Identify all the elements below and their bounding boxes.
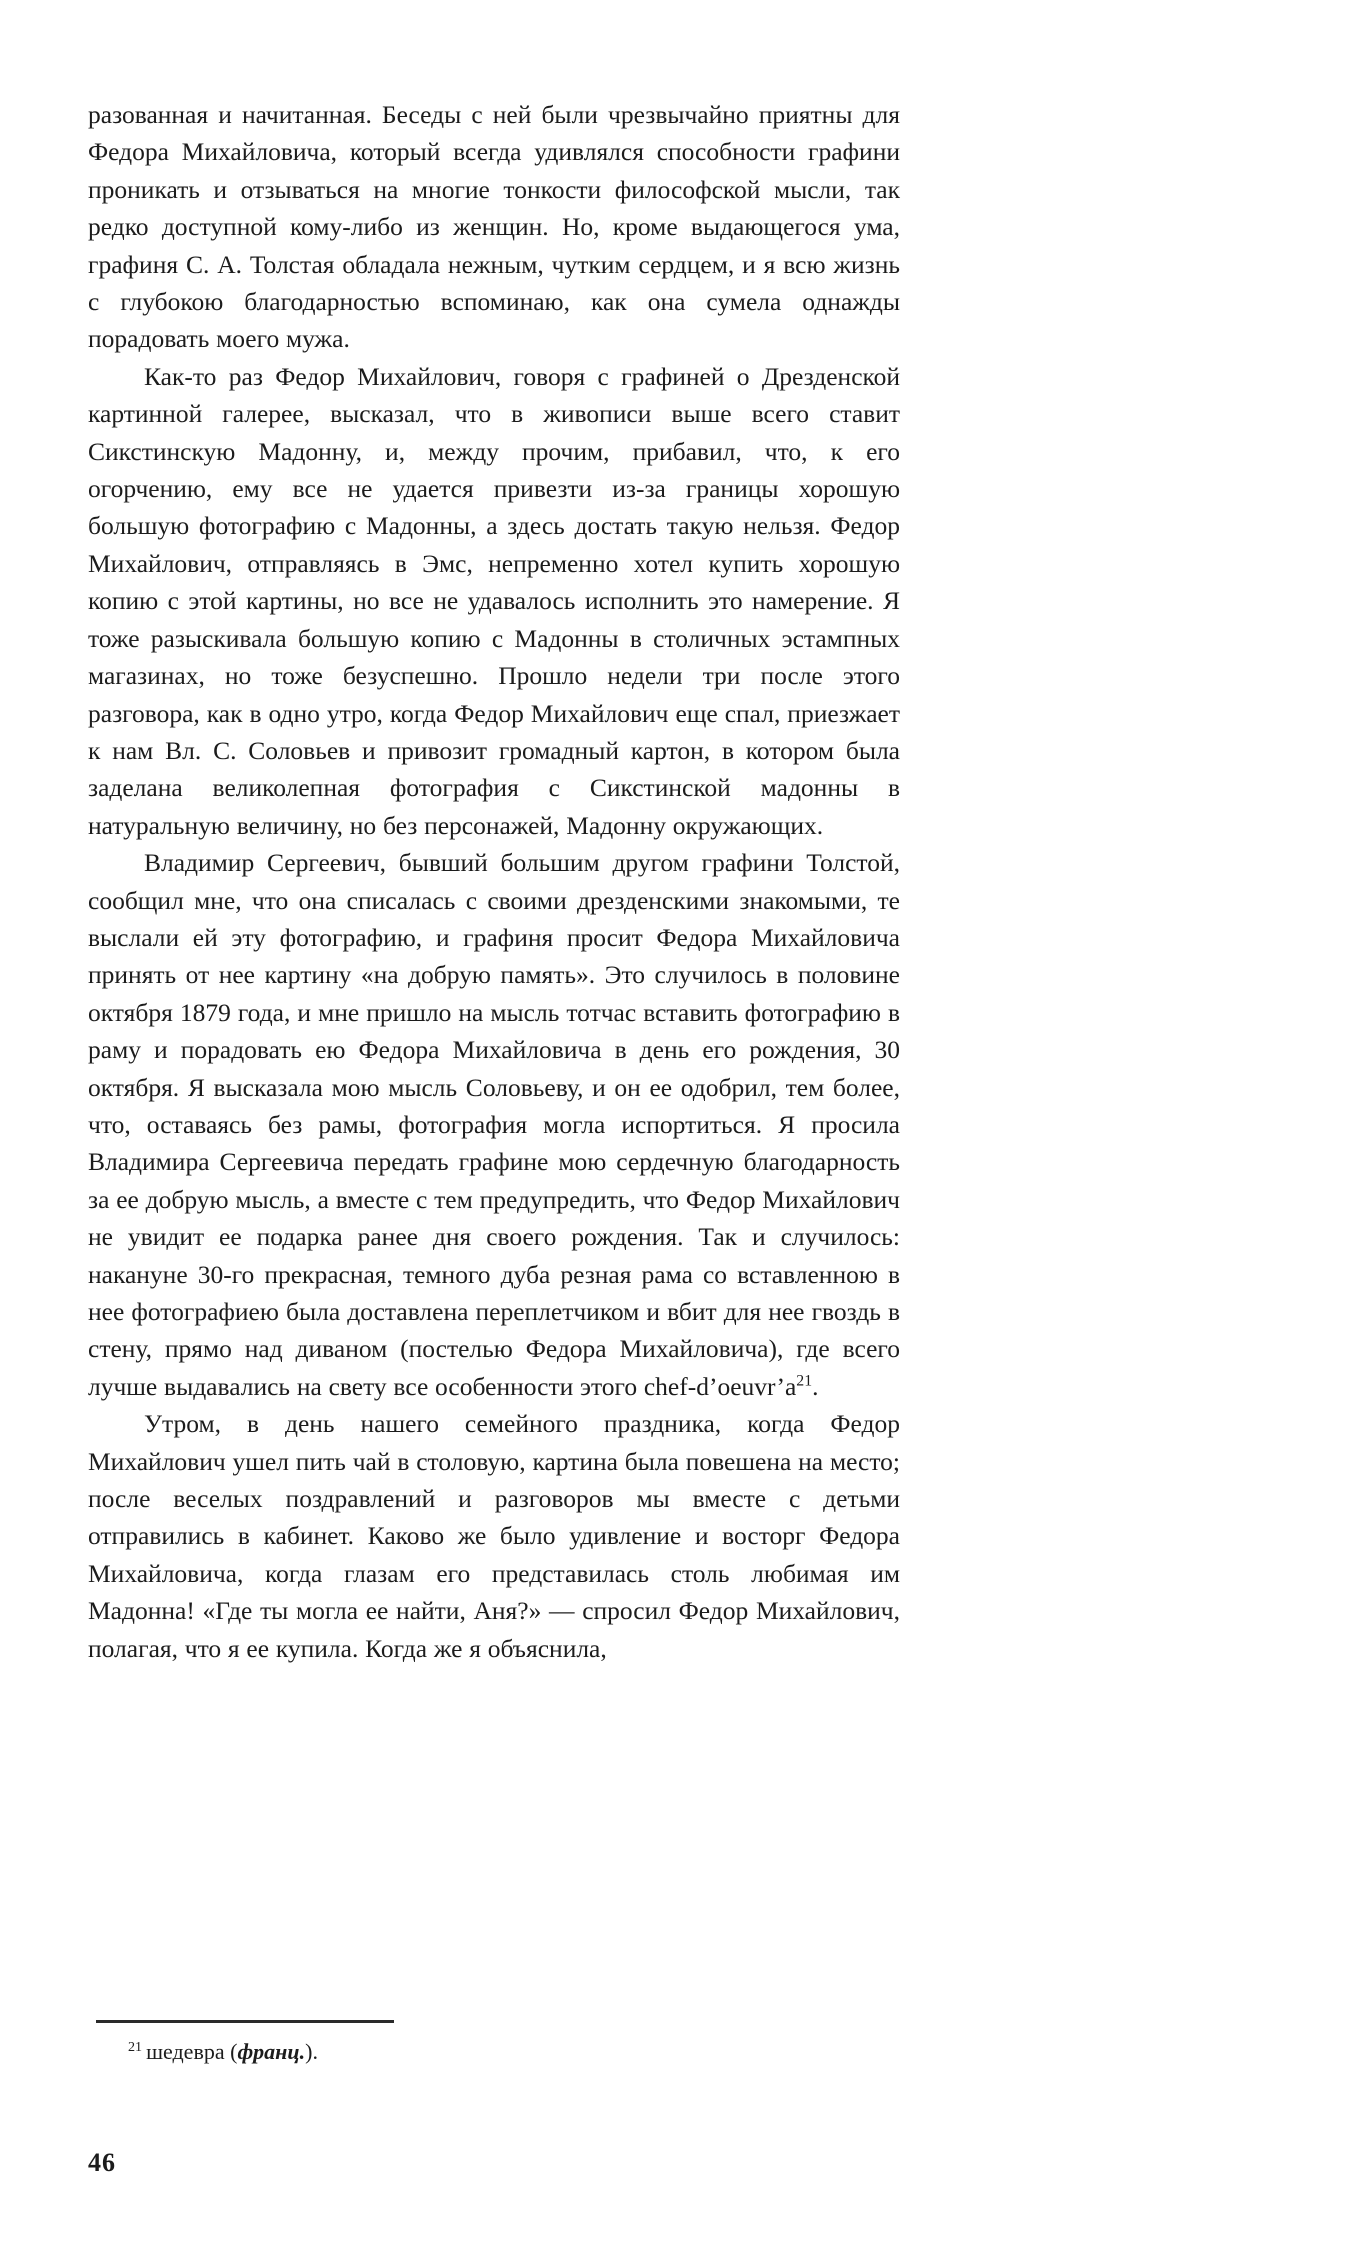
footnote-separator-rule (96, 2020, 394, 2023)
paragraph-3-text: Владимир Сергеевич, бывший большим другом графини Толстой, сообщил мне, что она списалась с своими дрезденскими знакомыми, те выслали ей эту фотографию, и графиня просит Федора Михайловича принять от нее картину «на добрую память». Это случилось в половине октября 1879 года, и мне пришло на мысль тотчас вставить фотографию в раму и порадовать ею Федора Михайловича в день его рождения, 30 октября. Я высказала мою мысль Соловьеву, и он ее одобрил, тем более, что, оставаясь без рамы, фотография могла испортиться. Я просила Владимира Сергеевича передать графине мою сердечную благодарность за ее добрую мысль, а вместе с тем предупредить, что Федор Михайлович не увидит ее подарка ранее дня своего рождения. Так и случилось: накануне 30-го прекрасная, темного дуба резная рама со вставленною в нее фотографиею была доставлена переплетчиком и вбит для нее гвоздь в стену, прямо над диваном (постелью Федора Михайловича), где всего лучше выдавались на свету все особенности этого chef-d’oeuvr’a (88, 848, 900, 1401)
footnote-reference-21[interactable]: 21 (796, 1372, 813, 1390)
text-column (88, 96, 900, 1667)
footnote-marker: 21 (128, 2038, 143, 2055)
footnote-entry (88, 2037, 900, 2067)
paragraph-3 (88, 844, 900, 1405)
paragraph-2: Как-то раз Федор Михайлович, говоря с графиней о Дрезденской картинной галерее, высказал, что в живописи выше всего ставит Сикстинскую Мадонну, и, между прочим, прибавил, что, к его огорчению, ему все не удается привезти из-за границы хорошую большую фотографию с Мадонны, а здесь достать такую нельзя. Федор Михайлович, отправляясь в Эмс, непременно хотел купить хорошую копию с этой картины, но все не удавалось исполнить это намерение. Я тоже разыскивала большую копию с Мадонны в столичных эстампных магазинах, но тоже безуспешно. Прошло недели три после этого разговора, как в одно утро, когда Федор Михайлович еще спал, приезжает к нам Вл. С. Соловьев и привозит громадный картон, в котором была заделана великолепная фотография с Сикстинской мадонны в натуральную величину, но без персонажей, Мадонну окружающих. (88, 361, 900, 840)
footnote-text: шедевра ( (146, 2039, 238, 2064)
footnote-block (88, 2020, 900, 2067)
page-number: 46 (88, 2148, 116, 2177)
footnote-text-italic: франц. (237, 2039, 306, 2064)
paragraph-1: разованная и начитанная. Беседы с ней были чрезвычайно приятны для Федора Михайловича, который всегда удивлялся способности графини проникать и отзываться на многие тонкости философской мысли, так редко доступной кому-либо из женщин. Но, кроме выдающегося ума, графиня С. А. Толстая обладала нежным, чутким сердцем, и я всю жизнь с глубокою благодарностью вспоминаю, как она сумела однажды порадовать моего мужа. (88, 100, 900, 354)
paragraph-4: Утром, в день нашего семейного праздника, когда Федор Михайлович ушел пить чай в столовую, картина была повешена на место; после веселых поздравлений и разговоров мы вместе с детьми отправились в кабинет. Каково же было удивление и восторг Федора Михайловича, когда глазам его представилась столь любимая им Мадонна! «Где ты могла ее найти, Аня?» — спросил Федор Михайлович, полагая, что я ее купила. Когда же я объяснила, (88, 1409, 900, 1663)
paragraph-3-tail: . (812, 1371, 819, 1401)
footnote-text-tail: ). (305, 2039, 318, 2064)
